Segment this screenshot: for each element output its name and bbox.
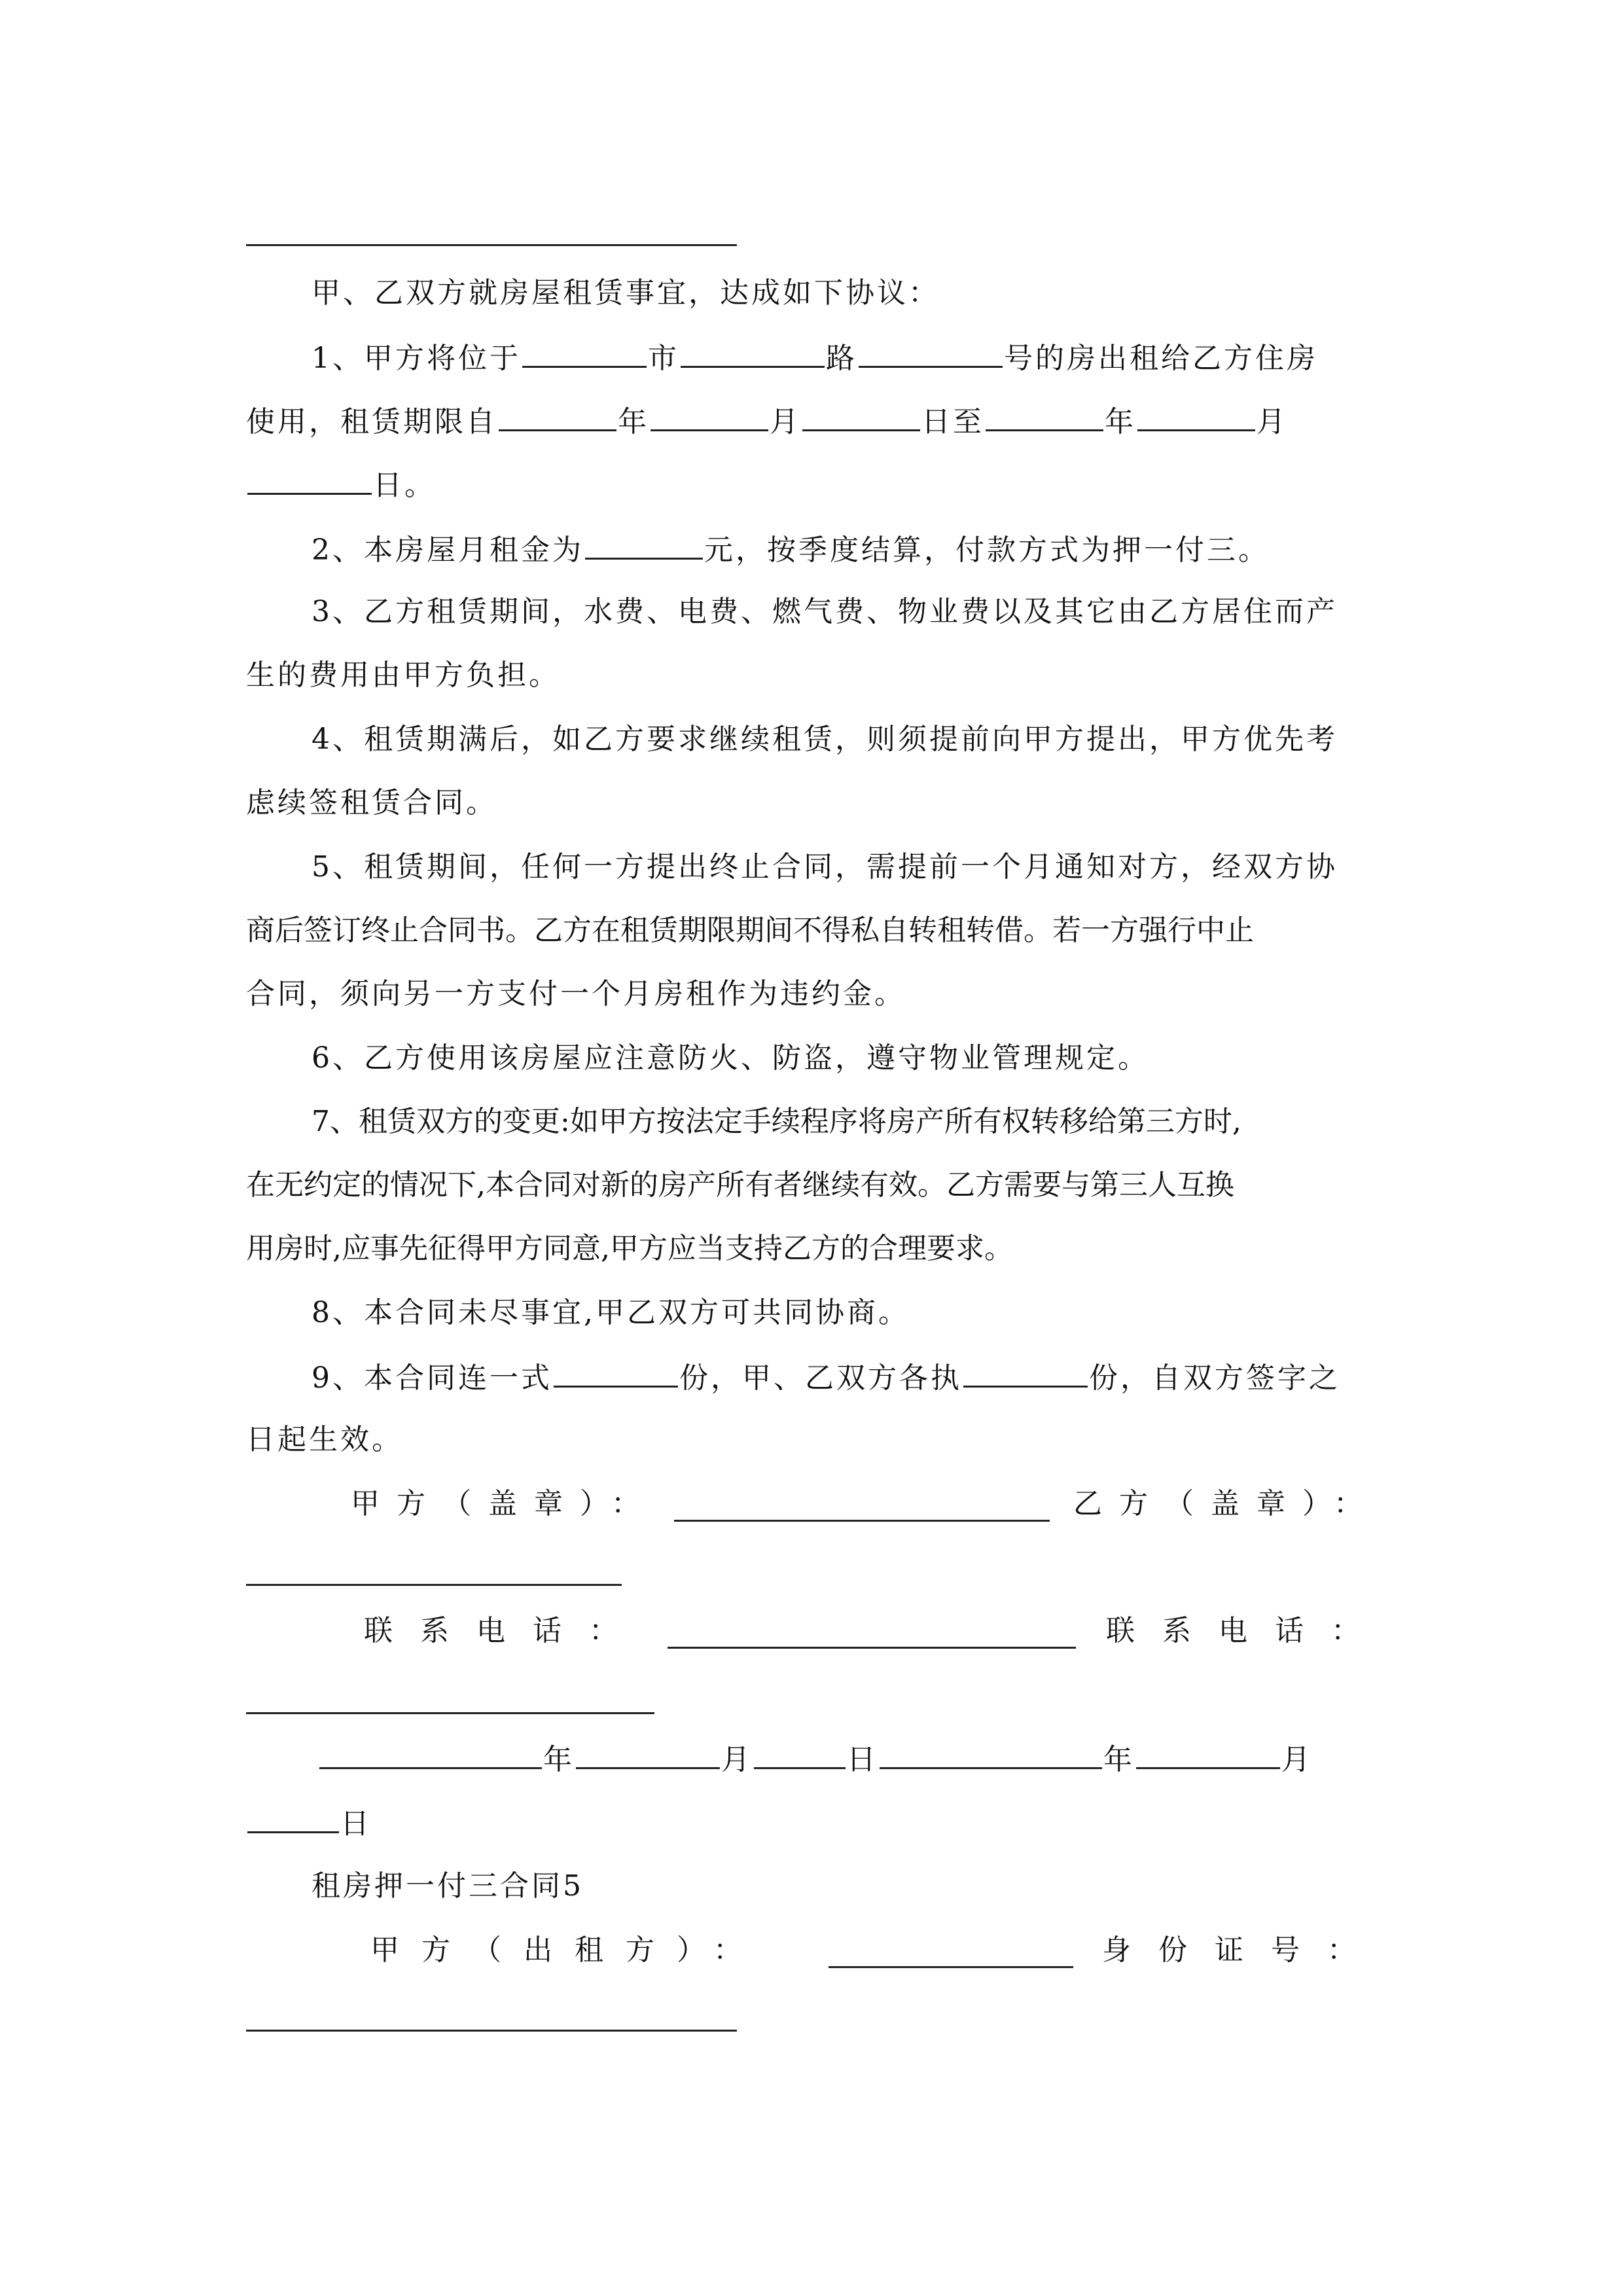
phone-a-label: 联系电话：: [364, 1614, 645, 1647]
city-blank[interactable]: [522, 337, 647, 368]
phone-b-blank[interactable]: [246, 1712, 654, 1714]
next-id-blank[interactable]: [246, 2030, 737, 2032]
clause-5-line-2: 商后签订终止合同书。乙方在租赁期限期间不得私自转租转借。若一方强行中止: [246, 914, 1254, 947]
road-blank[interactable]: [681, 337, 825, 368]
clause-1-line-3: [246, 464, 1378, 505]
clause-text: 年: [618, 405, 649, 439]
clause-6: 6、乙方使用该房屋应注意防火、防盗，遵守物业管理规定。: [312, 1041, 1149, 1075]
clause-text: 使用，租赁期限自: [246, 405, 497, 439]
next-party-a-row: [370, 1931, 829, 1970]
clause-7-line-3: 用房时,应事先征得甲方同意,甲方应当支持乙方的合理要求。: [246, 1232, 1013, 1265]
party-a-year-blank[interactable]: [319, 1738, 542, 1769]
party-b-seal-row: [1073, 1484, 1387, 1524]
clause-text: 市: [648, 342, 679, 375]
clause-1-line-1: [312, 337, 1444, 378]
date-label: 年: [1103, 1743, 1135, 1776]
rent-blank[interactable]: [585, 529, 703, 560]
copies-total-blank[interactable]: [554, 1357, 678, 1388]
party-a-seal-blank[interactable]: [674, 1520, 1050, 1522]
phone-b-row: [1106, 1611, 1387, 1651]
end-year-blank[interactable]: [986, 401, 1103, 431]
clause-7-line-2: 在无约定的情况下,本合同对新的房产所有者继续有效。乙方需要与第三人互换: [246, 1168, 1234, 1202]
party-a-month-blank[interactable]: [576, 1738, 720, 1769]
clause-8: 8、本合同未尽事宜,甲乙双方可共同协商。: [312, 1296, 910, 1329]
clause-text: 月: [770, 405, 801, 439]
clause-4-line-2: 虑续签租赁合同。: [246, 786, 497, 819]
clause-text: 路: [826, 342, 857, 375]
clause-text: 日至: [921, 405, 984, 439]
clause-9-line-1: [312, 1357, 1444, 1398]
date-label: 月: [1281, 1743, 1313, 1776]
clause-text: 年: [1105, 405, 1136, 439]
next-contract-title: 租房押一付三合同5: [312, 1869, 584, 1903]
date-row-end: [246, 1803, 1378, 1844]
clause-text: 份，自双方签字之: [1089, 1361, 1340, 1395]
start-year-blank[interactable]: [499, 401, 616, 431]
date-row: [318, 1738, 1385, 1780]
party-b-seal-label: 乙方（盖章）：: [1073, 1487, 1380, 1520]
party-b-year-blank[interactable]: [880, 1738, 1102, 1769]
clause-text: 份，甲、乙双方各执: [679, 1361, 962, 1395]
intro-paragraph: 甲、乙双方就房屋租赁事宜，达成如下协议：: [312, 276, 940, 310]
phone-b-label: 联系电话：: [1106, 1614, 1387, 1647]
clause-text: 1、甲方将位于: [312, 342, 521, 375]
clause-text: 号的房出租给乙方住房: [1004, 342, 1318, 375]
clause-5-line-3: 合同，须向另一方支付一个月房租作为违约金。: [246, 977, 906, 1011]
phone-a-blank[interactable]: [668, 1647, 1076, 1649]
clause-2: [312, 529, 1444, 570]
clause-9-line-2: 日起生效。: [246, 1423, 403, 1456]
clause-3-line-2: 生的费用由甲方负担。: [246, 658, 560, 692]
clause-1-line-2: [246, 401, 1378, 442]
party-b-seal-blank[interactable]: [246, 1584, 622, 1586]
end-day-blank[interactable]: [247, 464, 372, 495]
clause-5-line-1: 5、租赁期间，任何一方提出终止合同，需提前一个月通知对方，经双方协: [312, 850, 1338, 884]
end-month-blank[interactable]: [1137, 401, 1255, 431]
date-label: 月: [721, 1743, 753, 1776]
next-party-a-blank[interactable]: [829, 1966, 1073, 1968]
party-a-seal-label: 甲方（盖章）：: [351, 1487, 657, 1520]
blank-line: [246, 244, 737, 246]
party-a-day-blank[interactable]: [754, 1738, 846, 1769]
date-label: 日: [340, 1807, 372, 1840]
start-day-blank[interactable]: [802, 401, 920, 431]
date-label: 日: [847, 1743, 878, 1776]
next-party-a-label: 甲方（出租方）：: [370, 1933, 764, 1967]
date-label: 年: [543, 1743, 575, 1776]
party-b-month-blank[interactable]: [1136, 1738, 1280, 1769]
start-month-blank[interactable]: [651, 401, 768, 431]
party-b-day-blank[interactable]: [247, 1803, 339, 1833]
clause-text: 2、本房屋月租金为: [312, 533, 584, 567]
clause-4-line-1: 4、租赁期满后，如乙方要求继续租赁，则须提前向甲方提出，甲方优先考: [312, 723, 1338, 756]
next-id-label: 身份证号：: [1102, 1933, 1383, 1967]
number-blank[interactable]: [859, 337, 1003, 368]
clause-text: 9、本合同连一式: [312, 1361, 552, 1395]
next-id-row: [1102, 1931, 1390, 1970]
clause-3-line-1: 3、乙方租赁期间，水费、电费、燃气费、物业费以及其它由乙方居住而产: [312, 595, 1338, 628]
clause-text: 日。: [373, 469, 436, 502]
clause-7-line-1: 7、租赁双方的变更:如甲方按法定手续程序将房产所有权转移给第三方时,: [312, 1105, 1241, 1138]
clause-text: 元，按季度结算，付款方式为押一付三。: [704, 533, 1270, 567]
phone-a-row: [364, 1611, 691, 1651]
clause-text: 月: [1257, 405, 1288, 439]
copies-each-blank[interactable]: [963, 1357, 1088, 1388]
